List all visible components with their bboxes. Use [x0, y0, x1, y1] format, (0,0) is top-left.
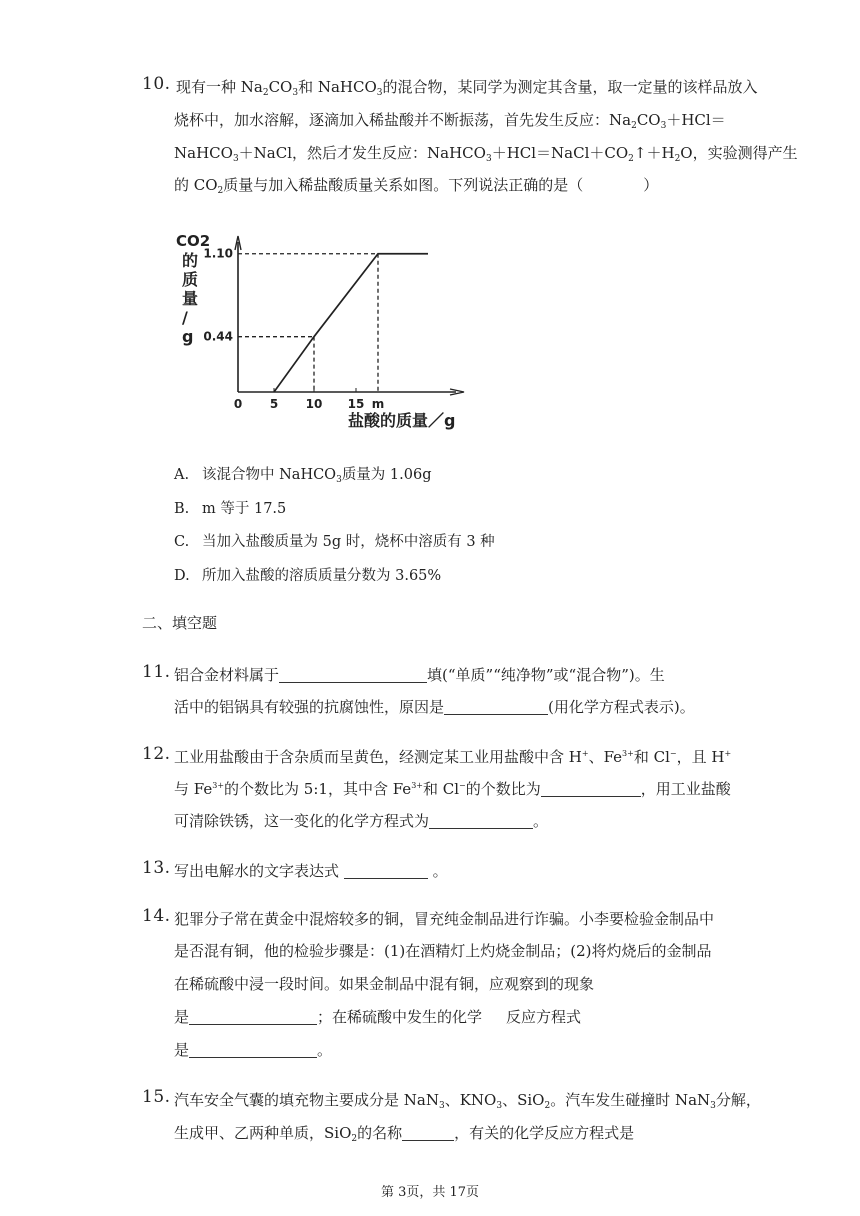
answer-blank[interactable] — [444, 698, 548, 715]
question-number: 11. — [142, 662, 171, 682]
y-tick-label: 1.10 — [203, 246, 233, 261]
question-number: 14. — [142, 906, 171, 926]
answer-blank[interactable] — [279, 666, 427, 683]
y-axis-label-char: 的 — [182, 251, 199, 270]
x-tick-label: m — [371, 397, 385, 411]
question-text-line: 工业用盐酸由于含杂质而呈黄色，经测定某工业用盐酸中含 H+、$Fe^{3+}$和 Cl−，且 H+ — [174, 748, 732, 766]
question-text-line: 活中的铝锅具有较强的抗腐蚀性，原因是 (用化学方程式表示)。 — [174, 698, 695, 716]
question-text-line: 的 $CO_2$质量与加入稀盐酸质量关系如图。下列说法正确的是（ ） — [174, 176, 659, 196]
question-text-line: 与 $Fe^{3+}$的个数比为 5:1，其中含 $Fe^{3+}$和 Cl−的个数比为 ，用工业盐酸 — [174, 780, 731, 798]
question-number: 13. — [142, 858, 171, 878]
y-axis-label-char: 量 — [182, 289, 199, 308]
y-axis-label-co2: CO2 — [176, 232, 211, 250]
answer-blank[interactable] — [344, 862, 428, 879]
question-text-line: 是否混有铜，他的检验步骤是：(1)在酒精灯上灼烧金制品；(2)将灼烧后的金制品 — [174, 942, 712, 960]
question-text-line: 生成甲、乙两种单质，SiO$_2$的名称 ，有关的化学反应方程式是 — [174, 1124, 635, 1144]
y-tick-label: 0.44 — [203, 329, 233, 344]
question-text-line: 是 。 — [174, 1041, 333, 1059]
question-text-line: 是 ；在稀硫酸中发生的化学 反应方程式 — [174, 1008, 582, 1026]
question-number: 10. — [142, 74, 171, 94]
series-line — [274, 254, 428, 392]
option-d[interactable]: D. 所加入盐酸的溶质质量分数为 3.65% — [174, 568, 442, 584]
question-text-line: 汽车安全气囊的填充物主要成分是 NaN$_3$、$KNO_3$、SiO$_2$。汽车发生碰撞时 NaN$_3$分解， — [174, 1091, 761, 1111]
x-tick-label: 5 — [269, 397, 279, 411]
question-text-line: NaHCO$_3$＋NaCl，然后才发生反应：$NaHCO_3+HCl=NaCl+CO_2↑+H_2O$，实验测得产生 — [174, 144, 798, 164]
answer-blank[interactable] — [402, 1124, 454, 1141]
x-tick-label: 15 — [347, 397, 365, 411]
answer-blank[interactable] — [189, 1008, 317, 1025]
question-text-line: 可清除铁锈，这一变化的化学方程式为 。 — [174, 812, 549, 830]
question-text-line: 在稀硫酸中浸一段时间。如果金制品中混有铜，应观察到的现象 — [174, 975, 595, 993]
y-axis-label-char: 质 — [182, 270, 199, 289]
section-heading: 二、填空题 — [142, 614, 218, 632]
y-axis-label-char: g — [182, 327, 194, 346]
question-text-line: 铝合金材料属于 填(“单质”“纯净物”或“混合物”)。生 — [174, 666, 665, 684]
option-a[interactable]: A. 该混合物中 NaHCO$_3$质量为 1.06g — [174, 467, 432, 485]
answer-blank[interactable] — [429, 812, 533, 829]
option-c[interactable]: C. 当加入盐酸质量为 5g 时，烧杯中溶质有 3 种 — [174, 534, 495, 550]
question-text-line: 现有一种 $Na_2CO_3$和 NaHCO$_3$的混合物，某同学为测定其含量，取一定量的该样品放入 — [176, 78, 758, 98]
question-text-line: 写出电解水的文字表达式 。 — [174, 862, 448, 880]
co2-mass-chart — [172, 226, 472, 436]
answer-blank[interactable] — [541, 780, 641, 797]
x-tick-label: 10 — [305, 397, 323, 411]
x-axis-label: 盐酸的质量／g — [348, 411, 456, 430]
answer-blank[interactable] — [189, 1041, 317, 1058]
option-b[interactable]: B. m 等于 17.5 — [174, 501, 287, 517]
question-number: 15. — [142, 1087, 171, 1107]
question-text-line: 犯罪分子常在黄金中混熔较多的铜，冒充纯金制品进行诈骗。小李要检验金制品中 — [174, 910, 715, 928]
x-tick-label: 0 — [233, 397, 243, 411]
y-axis-label-char: / — [182, 308, 188, 327]
question-number: 12. — [142, 744, 171, 764]
page-footer: 第 3页，共 17页 — [380, 1185, 480, 1200]
question-text-line: 烧杯中，加水溶解，逐滴加入稀盐酸并不断振荡，首先发生反应：$Na_2CO_3+HCl=$ — [174, 111, 726, 131]
